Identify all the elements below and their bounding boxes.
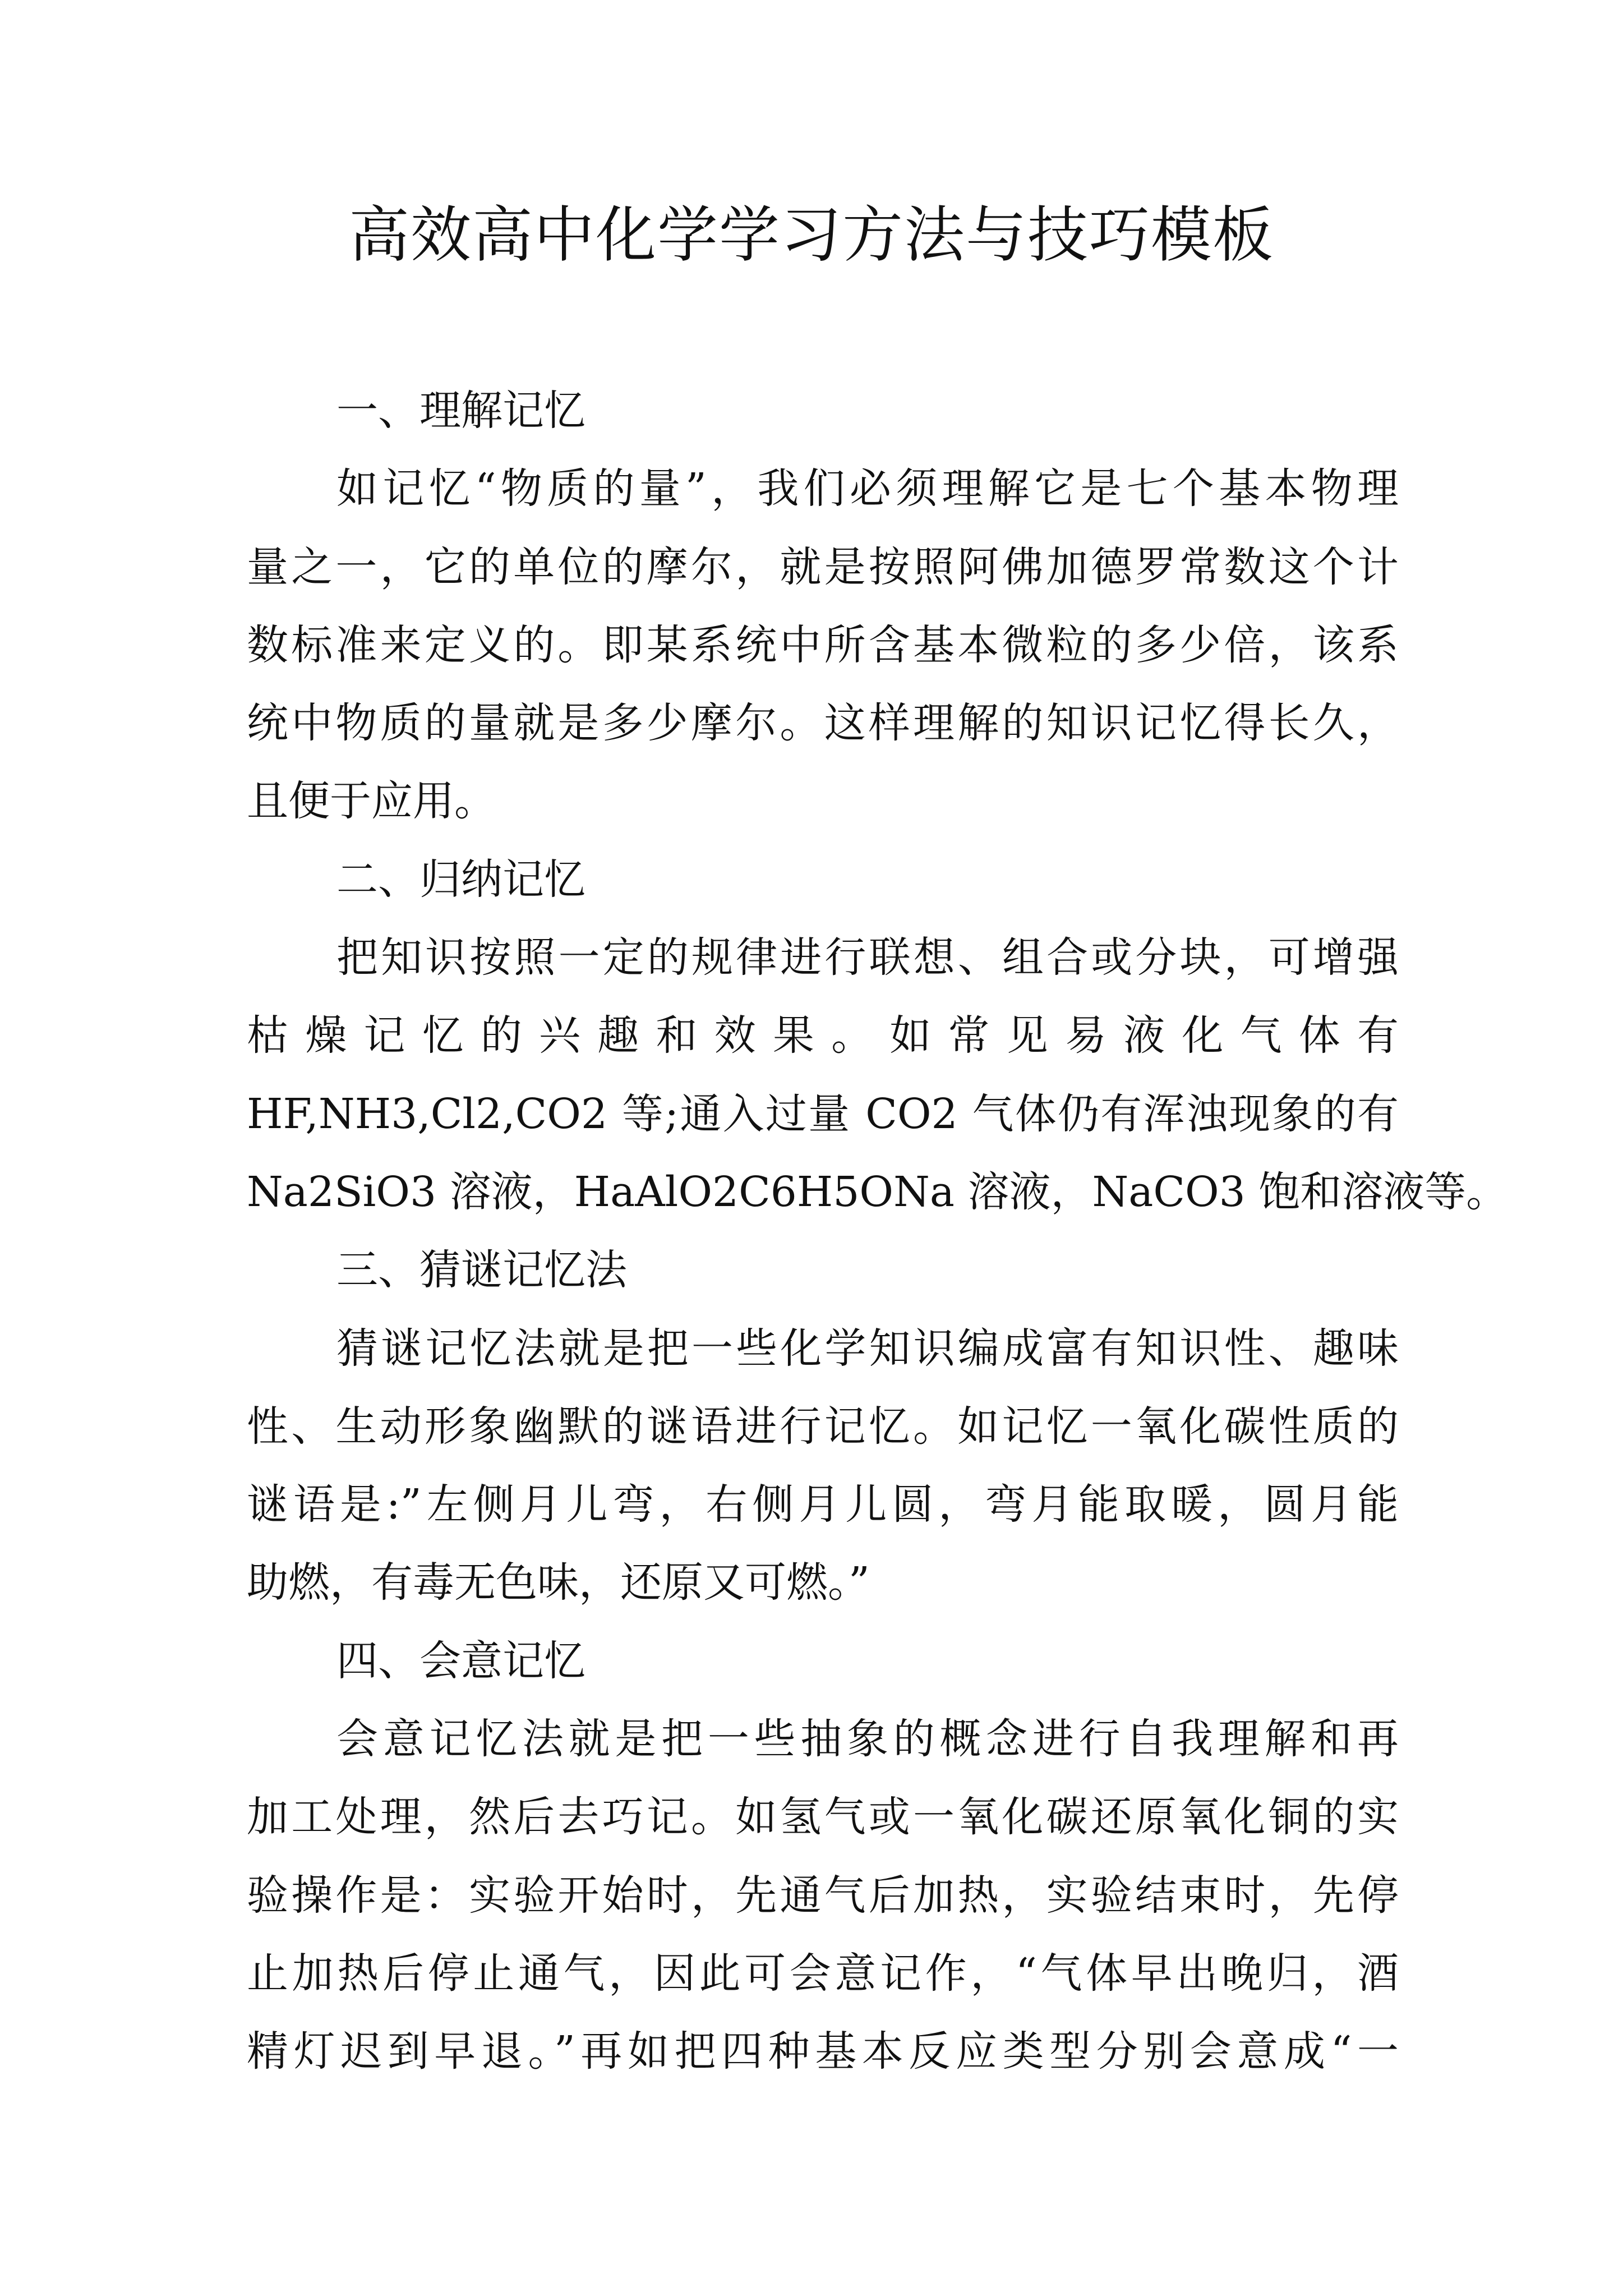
paragraph-line: 精灯迟到早退。”再如把四种基本反应类型分别会意成“一	[247, 2027, 1399, 2076]
section-heading-4: 四、会意记忆	[336, 1636, 585, 1685]
section-heading-1: 一、理解记忆	[336, 386, 585, 435]
document-body	[247, 372, 1508, 2091]
paragraph-line: 谜语是:”左侧月儿弯，右侧月儿圆，弯月能取暖，圆月能	[247, 1480, 1399, 1529]
paragraph-line: 枯燥记忆的兴趣和效果。如常见易液化气体有	[247, 1011, 1399, 1060]
section-heading-3: 三、猜谜记忆法	[336, 1246, 627, 1295]
paragraph-line: HF,NH3,Cl2,CO2 等;通入过量 CO2 气体仍有浑浊现象的有	[247, 1089, 1399, 1138]
paragraph-line: Na2SiO3 溶液，HaAlO2C6H5ONa 溶液，NaCO3 饱和溶液等。	[247, 1167, 1508, 1216]
paragraph-line: 量之一，它的单位的摩尔，就是按照阿佛加德罗常数这个计	[247, 542, 1399, 591]
document-title: 高效高中化学学习方法与技巧模板	[348, 200, 1274, 270]
paragraph-line: 统中物质的量就是多少摩尔。这样理解的知识记忆得长久，	[247, 699, 1399, 748]
paragraph-line: 数标准来定义的。即某系统中所含基本微粒的多少倍，该系	[247, 620, 1399, 669]
paragraph-line: 会意记忆法就是把一些抽象的概念进行自我理解和再	[336, 1715, 1399, 1764]
paragraph-line: 如记忆“物质的量”，我们必须理解它是七个基本物理	[336, 464, 1399, 513]
paragraph-line: 猜谜记忆法就是把一些化学知识编成富有知识性、趣味	[336, 1324, 1399, 1373]
paragraph-line: 性、生动形象幽默的谜语进行记忆。如记忆一氧化碳性质的	[247, 1402, 1399, 1451]
paragraph-line: 止加热后停止通气，因此可会意记作，“气体早出晚归，酒	[247, 1949, 1399, 1998]
paragraph-line: 且便于应用。	[247, 777, 496, 826]
section-heading-2: 二、归纳记忆	[336, 855, 585, 904]
paragraph-line: 加工处理，然后去巧记。如氢气或一氧化碳还原氧化铜的实	[247, 1793, 1399, 1842]
paragraph-line: 助燃，有毒无色味，还原又可燃。”	[247, 1558, 870, 1607]
paragraph-line: 把知识按照一定的规律进行联想、组合或分块，可增强	[336, 933, 1399, 982]
paragraph-line: 验操作是：实验开始时，先通气后加热，实验结束时，先停	[247, 1871, 1399, 1920]
